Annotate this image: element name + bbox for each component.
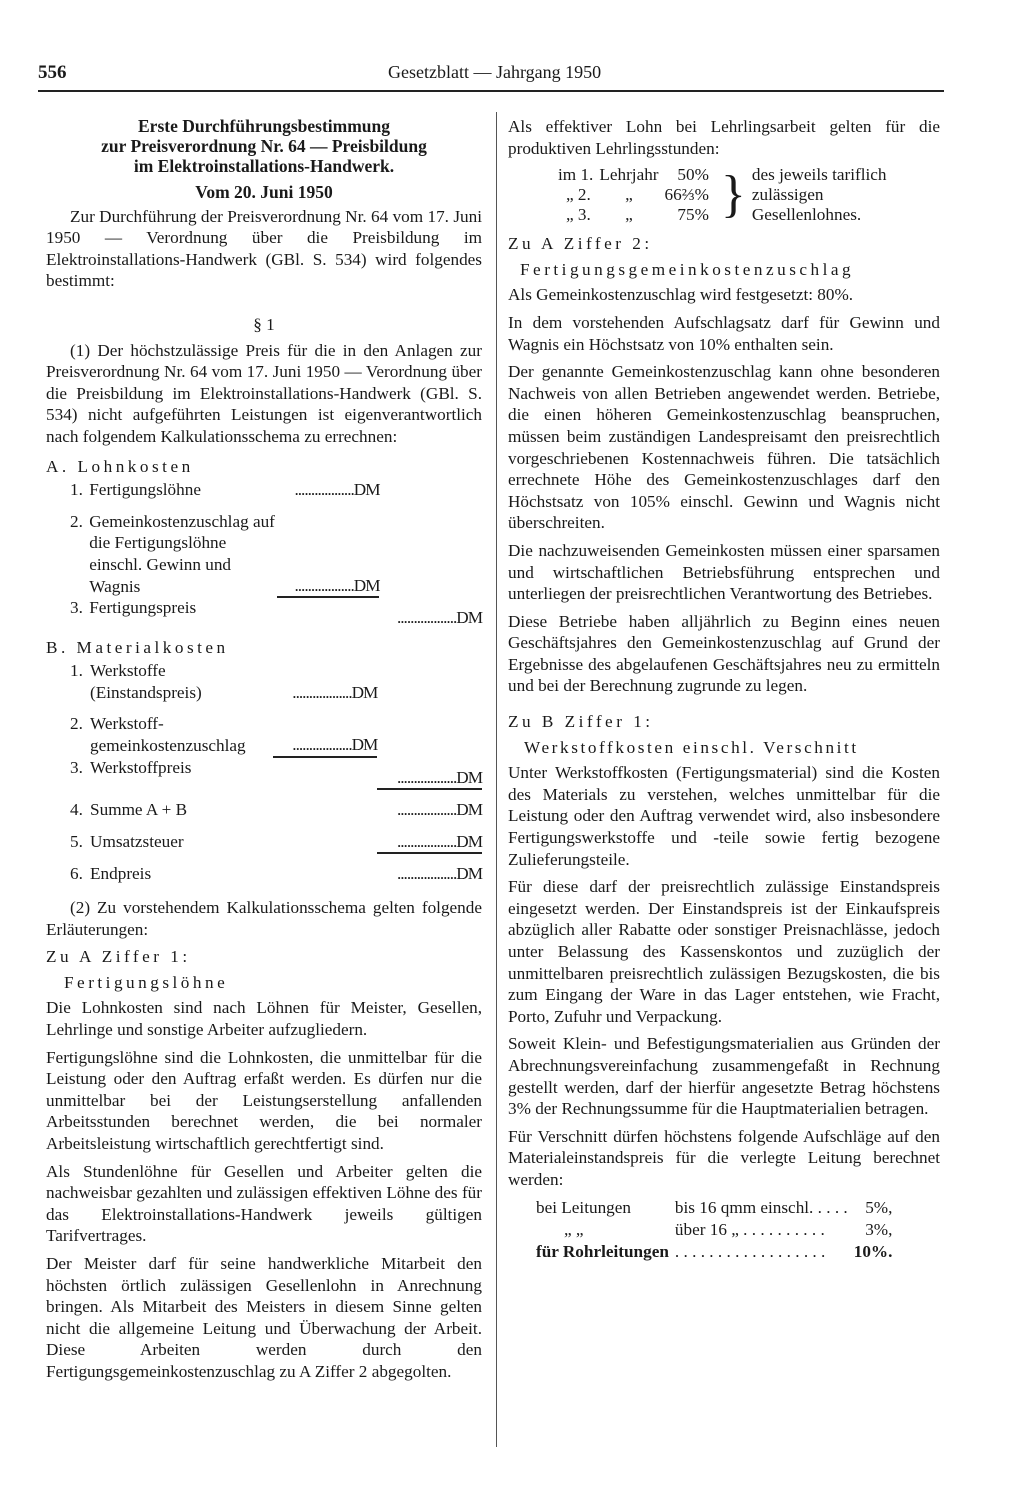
verschnitt-range: über 16 „ . . . . . . . . . .: [674, 1219, 825, 1239]
year-percent: 50%: [677, 165, 709, 185]
schema-b-table: [70, 660, 482, 885]
row-number: 6.: [70, 864, 83, 884]
amount-field: ..................DM: [396, 608, 482, 628]
lehr-note: des jeweils tariflich zulässigen Gesellenlohnes.: [751, 165, 887, 225]
a1-paragraph-3: Als Stundenlöhne für Gesellen und Arbeiter gelten die nachweisbar gezahlten und zulässigen effektiven Löhne des für das Elektroinstallations-Handwerk jeweils gültigen Tarifvertrages.: [46, 1161, 482, 1246]
row-label: Werkstoffpreis: [90, 757, 192, 777]
year-unit: Lehrjahr: [599, 165, 659, 185]
a2-paragraph-1: Als Gemeinkostenzuschlag wird festgesetzt: 80%.: [508, 285, 854, 305]
schema-row: [70, 479, 482, 501]
b1-paragraph-2: Für diese darf der preisrechtlich zulässige Einstandspreis eingesetzt werden. Der Einstandspreis ist der Einkaufspreis abzüglich aller Rabatte oder sonstiger Preisnachlässe, jedoch unter Belassung des Kassenskontos und zuzüglich der unmittelbaren preisrechtlich zulässigen Bezugskosten, die bis zum Eingang der Ware in das Lager entstehen, wie Fracht, Porto, Zufuhr und Verpackung.: [508, 877, 940, 1026]
schema-row: [70, 703, 482, 756]
row-label: Umsatzsteuer: [90, 831, 184, 851]
schema-row: [70, 789, 482, 821]
amount-field: ..................DM: [396, 831, 482, 851]
row-label: Endpreis: [90, 864, 152, 884]
amount-field: ..................DM: [396, 767, 482, 787]
zu-a1-label: Zu A Ziffer 1:: [46, 947, 191, 967]
a1-paragraph-1: Die Lohnkosten sind nach Löhnen für Meister, Gesellen, Lehrlinge und sonstige Arbeiter aufzugliedern.: [46, 998, 482, 1039]
amount-field: ..................DM: [294, 480, 380, 500]
row-label: Fertigungspreis: [89, 598, 197, 618]
running-title: Gesetzblatt — Jahrgang 1950: [388, 62, 602, 82]
row-label: Werkstoff-gemeinkostenzuschlag: [90, 714, 246, 756]
brace-icon: }: [720, 166, 746, 224]
zu-a1-title: Fertigungslöhne: [64, 972, 229, 992]
a1-paragraph-4: Der Meister darf für seine handwerkliche Mitarbeit den höchsten örtlich zulässigen Gesellenlohn in Anrechnung bringen. Als Mitarbeit des Meisters in diesem Sinne gelten nicht die allgemeine Leitung und Überwachung der Arbeit. Diese Arbeiten werden durch den Fertigungsgemeinkostenzuschlag zu A Ziffer 2 abgegolten.: [46, 1253, 482, 1381]
zu-b1-label: Zu B Ziffer 1:: [508, 712, 654, 732]
column-divider: [496, 112, 497, 1447]
right-column: [508, 116, 940, 1263]
row-number: 1.: [70, 480, 83, 500]
verschnitt-row: [536, 1241, 892, 1263]
verschnitt-type: für Rohrleitungen: [536, 1241, 669, 1261]
year-unit: „: [625, 185, 633, 205]
schema-row: [70, 660, 482, 703]
lehrjahr-row: [558, 165, 918, 185]
lehrling-paragraph: Als effektiver Lohn bei Lehrlingsarbeit gelten für die produktiven Lehrlingsstunden:: [508, 117, 940, 158]
row-number: 2.: [70, 511, 83, 531]
a2-paragraph-3: Der genannte Gemeinkostenzuschlag kann ohne besonderen Nachweis von allen Betrieben angewendet werden. Betriebe, die einen höheren Gemeinkostenzuschlag beanspruchen, müssen beim zuständigen Landespreisamt den preisrechtlich vorgeschriebenen Kostennachweis führen. Die tatsächlich errechnete Höhe des Gemeinkostenzuschlages darf den Höchstsatz von 105% einschl. Gewinn und Wagnis nicht überschreiten.: [508, 362, 940, 533]
verschnitt-percent: 10%.: [853, 1241, 893, 1261]
row-label: Gemeinkostenzuschlag auf die Fertigungslöhne einschl. Gewinn und Wagnis: [89, 511, 275, 596]
title-line: zur Preisverordnung Nr. 64 — Preisbildung: [101, 136, 427, 156]
row-number: 3.: [70, 757, 83, 777]
schema-row: [70, 757, 482, 790]
b1-paragraph-4: Für Verschnitt dürfen höchstens folgende Aufschläge auf den Materialeinstandspreis für die verlegte Leitung berechnet werden:: [508, 1126, 940, 1189]
page-header: [38, 58, 944, 92]
year-percent: 66⅔%: [664, 185, 709, 205]
a2-paragraph-4: Die nachzuweisenden Gemeinkosten müssen einer sparsamen und wirtschaftlichen Betriebsführung entsprechen und unterliegen der preisrechtlichen Verantwortung des Betriebes.: [508, 540, 940, 604]
year-unit: „: [625, 205, 633, 225]
schema-row: [70, 501, 482, 597]
amount-field: ..................DM: [292, 682, 378, 702]
a2-paragraph-2: In dem vorstehenden Aufschlagsatz darf für Gewinn und Wagnis ein Höchstsatz von 10% enthalten sein.: [508, 312, 940, 354]
zu-b1-title: Werkstoffkosten einschl. Verschnitt: [524, 737, 859, 757]
b1-paragraph-1: Unter Werkstoffkosten (Fertigungsmaterial) sind die Kosten des Materials zu verstehen, welches unmittelbar für die Leistung oder den Auftrag verwendet wird, also insbesondere Fertigungswerkstoffe und -teile sowie fertig bezogene Zulieferungsteile.: [508, 763, 940, 869]
year-label: im 1.: [558, 165, 594, 185]
amount-field: ..................DM: [396, 800, 482, 820]
paragraph-1: (1) Der höchstzulässige Preis für die in den Anlagen zur Preisverordnung Nr. 64 vom 17. Juni 1950 — Verordnung über die Preisbildung im Elektroinstallations-Handwerk (GBl. S. 534) nicht aufgeführten Leistungen ist eigenverantwortlich nach folgendem Kalkulationsschema zu errechnen:: [46, 340, 482, 446]
verschnitt-percent: 5%,: [865, 1197, 893, 1217]
schema-a-table: [70, 479, 482, 629]
schema-row: [70, 597, 482, 629]
row-label: Summe A + B: [90, 800, 188, 820]
row-label: Werkstoffe (Einstandspreis): [90, 661, 202, 702]
amount-field: ..................DM: [396, 864, 482, 884]
row-number: 5.: [70, 831, 83, 851]
section-sign: § 1: [253, 314, 275, 334]
schema-b-heading: B. Materialkosten: [46, 637, 229, 657]
verschnitt-row: [536, 1219, 892, 1241]
schema-row: [70, 821, 482, 854]
page-number: 556: [38, 62, 67, 83]
amount-field: ..................DM: [294, 575, 380, 595]
row-number: 2.: [70, 714, 83, 734]
title-line: im Elektroinstallations-Handwerk.: [133, 156, 395, 176]
row-number: 3.: [70, 598, 83, 618]
verschnitt-type: „ „: [564, 1219, 584, 1239]
row-number: 1.: [70, 661, 83, 681]
row-label: Fertigungslöhne: [89, 480, 201, 500]
a2-paragraph-5: Diese Betriebe haben alljährlich zu Beginn eines neuen Geschäftsjahres den Gemeinkostenzuschlag auf Grund der Ergebnisse des abgelaufenen Geschäftsjahres neu zu ermitteln und bei der Berechnung zugrunde zu legen.: [508, 611, 940, 696]
row-number: 4.: [70, 800, 83, 820]
verschnitt-row: [536, 1197, 892, 1219]
paragraph-2: (2) Zu vorstehendem Kalkulationsschema gelten folgende Erläuterungen:: [46, 898, 482, 939]
intro-paragraph: Zur Durchführung der Preisverordnung Nr. 64 vom 17. Juni 1950 — Verordnung über die Preisbildung im Elektroinstallations-Handwerk (GBl. S. 534) wird folgendes bestimmt:: [46, 206, 482, 291]
verschnitt-range: . . . . . . . . . . . . . . . . . .: [674, 1241, 826, 1261]
verschnitt-percent: 3%,: [865, 1219, 893, 1239]
zu-a2-title: Fertigungsgemeinkostenzuschlag: [520, 259, 855, 279]
b1-paragraph-3: Soweit Klein- und Befestigungsmaterialien aus Gründen der Abrechnungsvereinfachung zusammengefaßt in Rechnung gestellt werden, darf der hierfür angesetzte Betrag höchstens 3% der Rechnungssumme für die Hauptmaterialien betragen.: [508, 1034, 940, 1119]
title-line: Erste Durchführungsbestimmung: [138, 116, 390, 136]
year-label: „ 2.: [566, 185, 591, 205]
decree-date: Vom 20. Juni 1950: [195, 182, 333, 202]
a1-paragraph-2: Fertigungslöhne sind die Lohnkosten, die unmittelbar für die Leistung oder den Auftrag erfaßt werden. Es dürfen nur die unmittelbar bei der Leistungserstellung anfallenden Arbeitsstunden berechnet werden, die bei normaler Arbeitsleistung wirtschaftlich gerechtfertigt sind.: [46, 1047, 482, 1153]
lehrjahr-table: [558, 165, 918, 225]
amount-field: ..................DM: [292, 735, 378, 755]
verschnitt-table: [536, 1197, 892, 1263]
zu-a2-label: Zu A Ziffer 2:: [508, 234, 653, 254]
year-label: „ 3.: [566, 205, 591, 225]
schema-a-heading: A. Lohnkosten: [46, 456, 194, 476]
year-percent: 75%: [677, 205, 709, 225]
schema-row: [70, 853, 482, 885]
verschnitt-range: bis 16 qmm einschl. . . . .: [674, 1197, 848, 1217]
left-column: [46, 116, 482, 1389]
verschnitt-type: bei Leitungen: [536, 1197, 631, 1217]
